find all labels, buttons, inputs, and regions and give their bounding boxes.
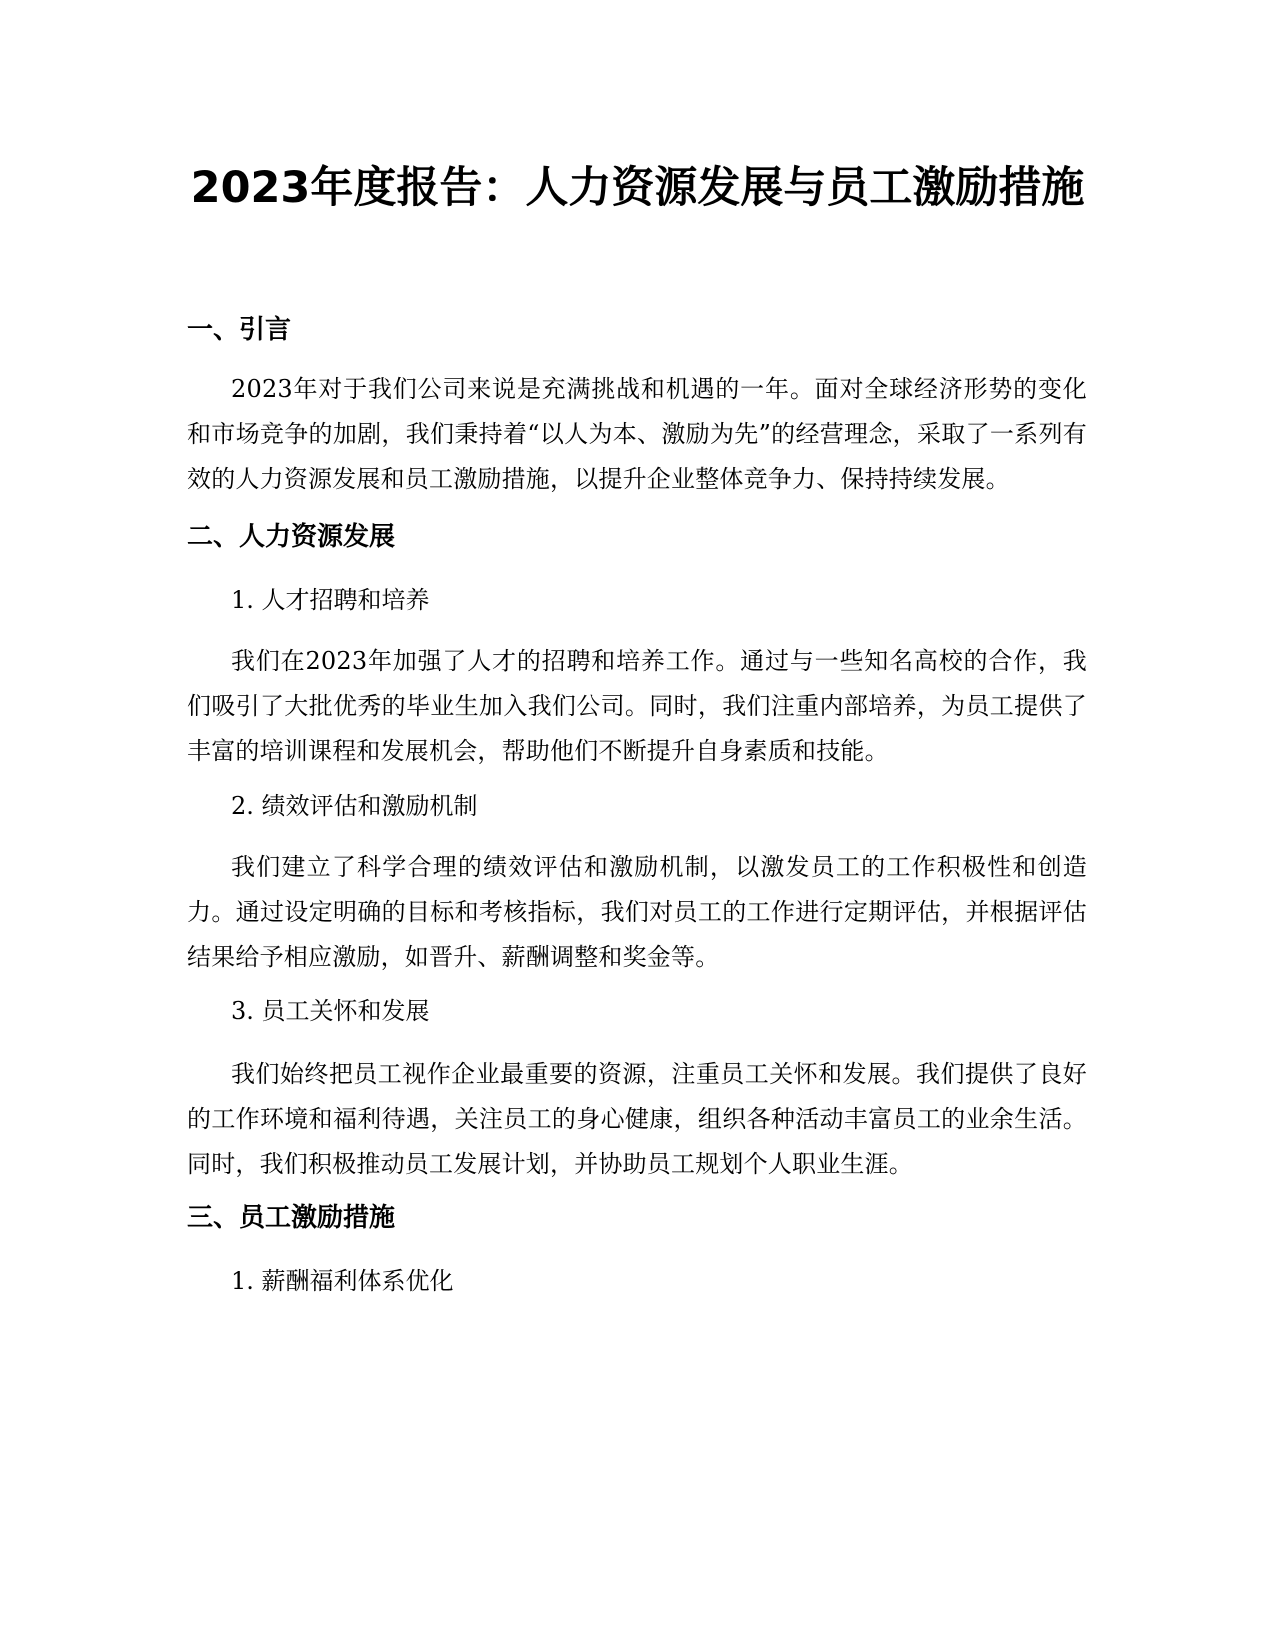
subsection-title-compensation: 1. 薪酬福利体系优化	[231, 1267, 454, 1295]
recruitment-paragraph: 我们在2023年加强了人才的招聘和培养工作。通过与一些知名高校的合作，我们吸引了大批优秀的毕业生加入我们公司。同时，我们注重内部培养，为员工提供了丰富的培训课程和发展机会，帮助他们不断提升自身素质和技能。	[187, 647, 1087, 765]
document-title: 2023年度报告：人力资源发展与员工激励措施	[190, 163, 1085, 213]
section-heading-hr-development: 二、人力资源发展	[187, 522, 396, 552]
employee-care-paragraph: 我们始终把员工视作企业最重要的资源，注重员工关怀和发展。我们提供了良好的工作环境和福利待遇，关注员工的身心健康，组织各种活动丰富员工的业余生活。同时，我们积极推动员工发展计划，并协助员工规划个人职业生涯。	[187, 1060, 1087, 1178]
subsection-title-recruitment: 1. 人才招聘和培养	[231, 586, 430, 614]
introduction-paragraph: 2023年对于我们公司来说是充满挑战和机遇的一年。面对全球经济形势的变化和市场竞争的加剧，我们秉持着“以人为本、激励为先”的经营理念，采取了一系列有效的人力资源发展和员工激励措施，以提升企业整体竞争力、保持持续发展。	[187, 375, 1087, 493]
performance-paragraph: 我们建立了科学合理的绩效评估和激励机制，以激发员工的工作积极性和创造力。通过设定明确的目标和考核指标，我们对员工的工作进行定期评估，并根据评估结果给予相应激励，如晋升、薪酬调整和奖金等。	[187, 853, 1087, 971]
section-heading-incentives: 三、员工激励措施	[187, 1203, 396, 1233]
section-heading-introduction: 一、引言	[187, 315, 292, 345]
subsection-title-employee-care: 3. 员工关怀和发展	[231, 997, 430, 1025]
subsection-title-performance: 2. 绩效评估和激励机制	[231, 792, 478, 820]
